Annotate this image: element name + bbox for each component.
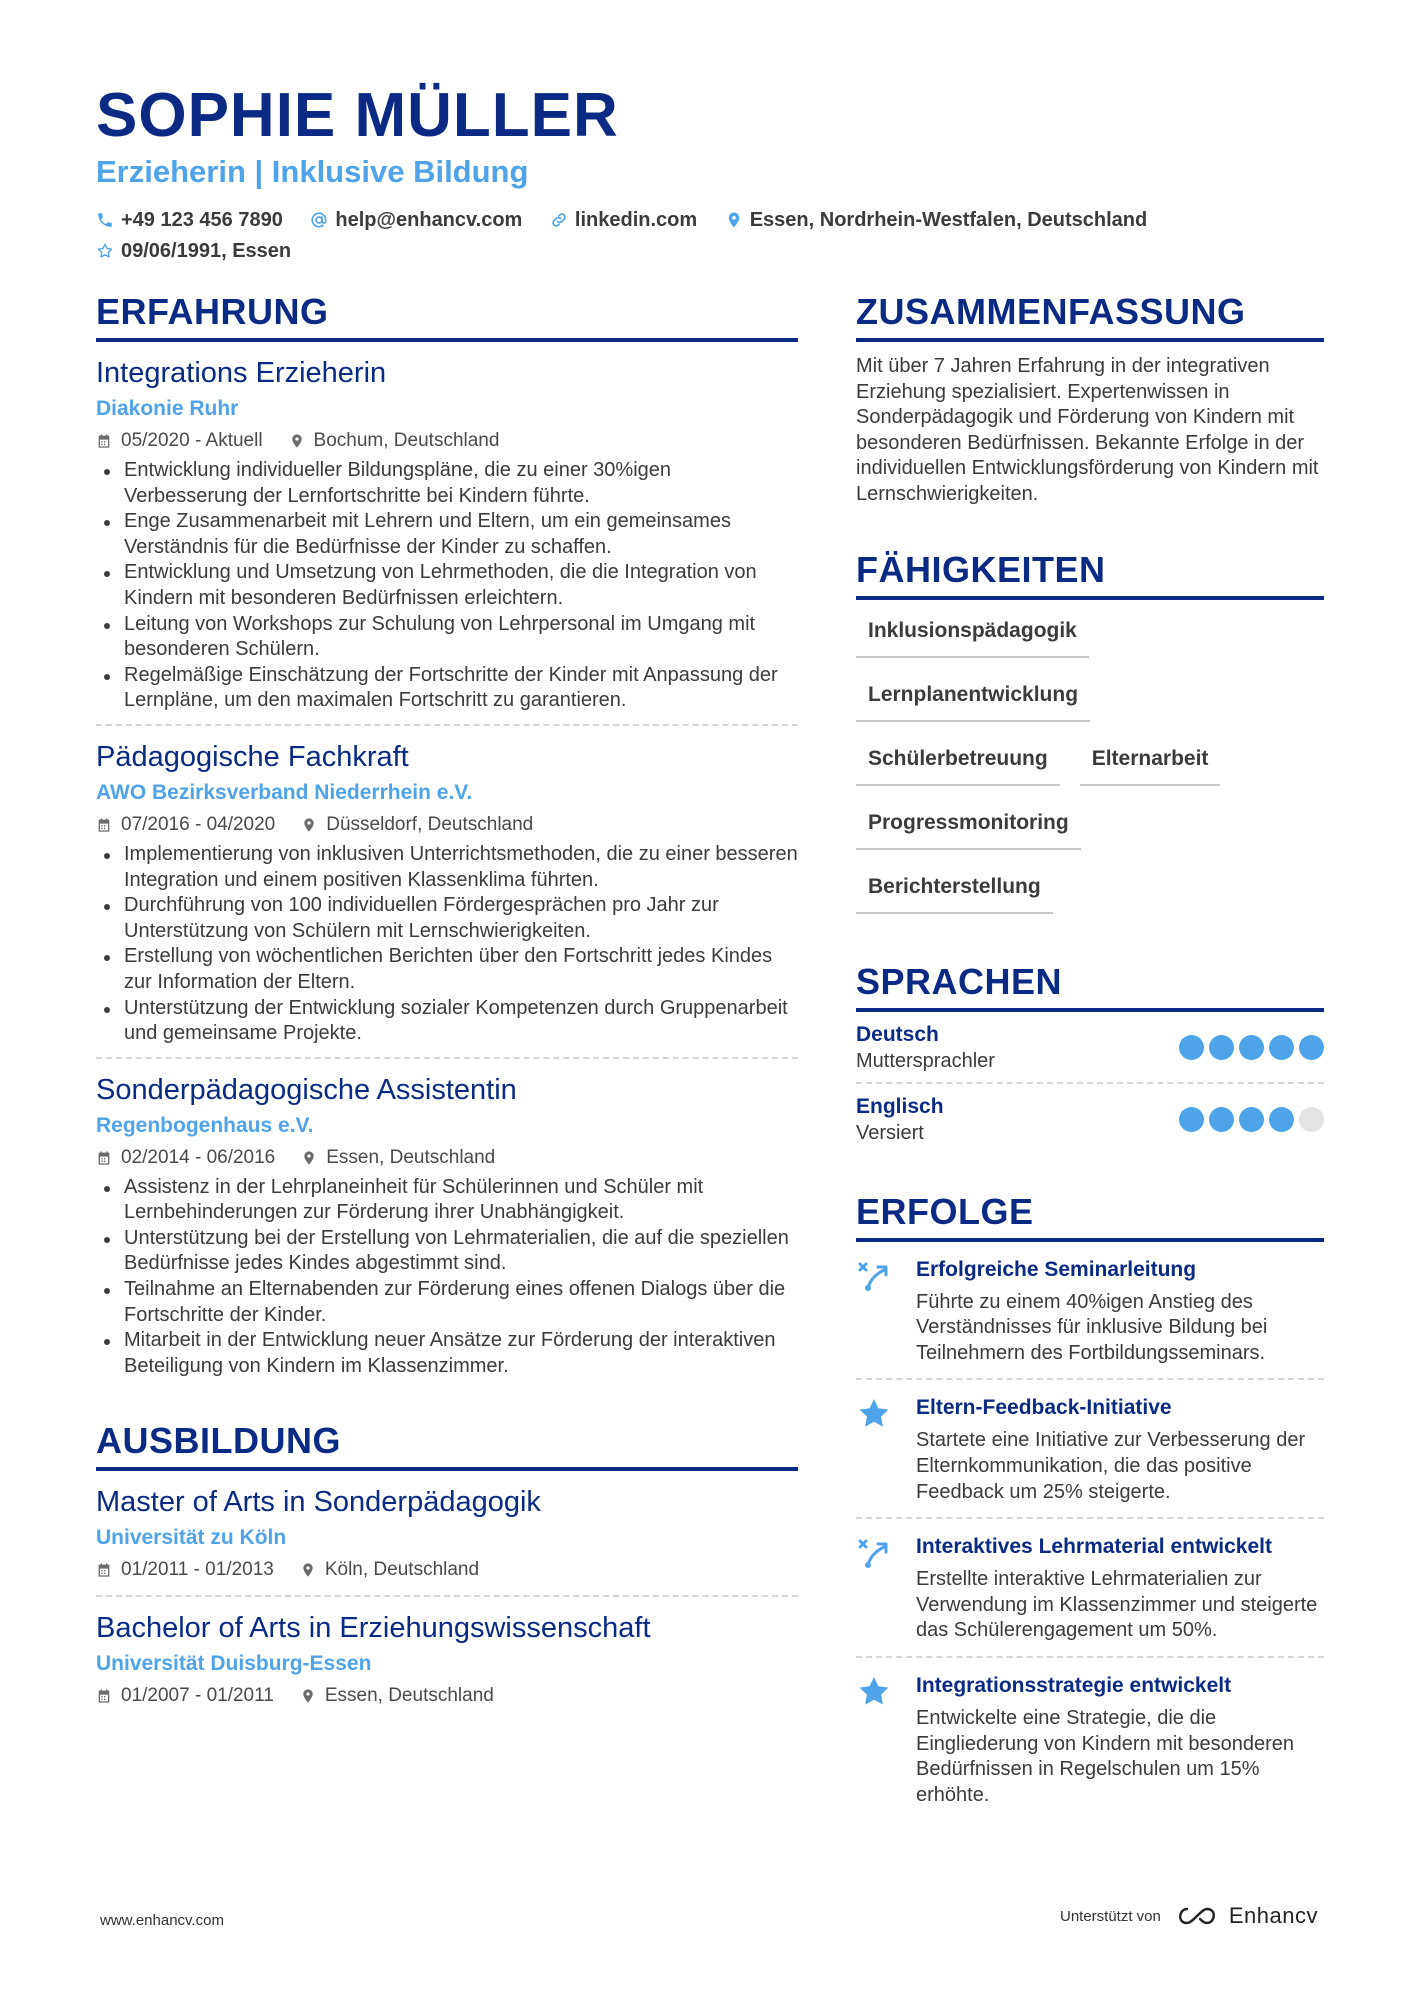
language-rating — [1174, 1107, 1324, 1132]
rating-dot-filled — [1239, 1035, 1264, 1060]
at-icon — [310, 211, 328, 229]
language-name: Englisch — [856, 1094, 944, 1118]
company-name: AWO Bezirksverband Niederrhein e.V. — [96, 780, 473, 804]
degree-title: Master of Arts in Sonderpädagogik — [96, 1486, 541, 1519]
section-title-skills: FÄHIGKEITEN — [856, 548, 1324, 600]
bullet-item: Entwicklung individueller Bildungspläne, die zu einer 30%igen Verbesserung der Lernfortschritte bei Kindern führte. — [96, 458, 798, 509]
education-location: Köln, Deutschland — [300, 1555, 479, 1585]
education-dates: 01/2011 - 01/2013 — [96, 1555, 274, 1585]
candidate-headline: Erzieherin | Inklusive Bildung — [96, 154, 529, 189]
contact-bar — [96, 206, 1326, 268]
education-meta — [96, 1681, 798, 1711]
calendar-icon — [96, 1562, 112, 1578]
footer-website[interactable]: www.enhancv.com — [100, 1912, 224, 1929]
location-pin-icon — [301, 1150, 317, 1166]
bullet-item: Erstellung von wöchentlichen Berichten über den Fortschritt jedes Kindes zur Information der Eltern. — [96, 944, 798, 995]
link-icon — [550, 211, 568, 229]
star-icon — [856, 1672, 916, 1808]
bullet-item: Assistenz in der Lehrplaneinheit für Schülerinnen und Schüler mit Lernbehinderungen zur Förderung ihrer Unabhängigkeit. — [96, 1175, 798, 1226]
bullet-item: Unterstützung der Entwicklung sozialer Kompetenzen durch Gruppenarbeit und gemeinsame Projekte. — [96, 996, 798, 1047]
rating-dot-filled — [1209, 1035, 1234, 1060]
job-meta — [96, 1143, 798, 1173]
language-rating — [1174, 1035, 1324, 1060]
education-entry — [96, 1597, 798, 1721]
strategy-icon — [856, 1533, 916, 1644]
rating-dot-filled — [1269, 1035, 1294, 1060]
skill-tag: Lernplanentwicklung — [856, 676, 1090, 722]
job-bullets — [96, 842, 798, 1047]
star-outline-icon — [96, 242, 114, 260]
calendar-icon — [96, 817, 112, 833]
achievement-item — [856, 1380, 1324, 1519]
footer-powered-by — [1060, 1903, 1318, 1929]
achievement-text: Führte zu einem 40%igen Anstieg des Verständnisses für inklusive Bildung bei Teilnehmern des Fortbildungsseminars. — [916, 1290, 1268, 1364]
bullet-item: Durchführung von 100 individuellen Fördergesprächen pro Jahr zur Unterstützung von Schülern mit Lernschwierigkeiten. — [96, 893, 798, 944]
job-dates: 07/2016 - 04/2020 — [96, 810, 275, 840]
section-title-languages: SPRACHEN — [856, 960, 1324, 1012]
section-title-summary: ZUSAMMENFASSUNG — [856, 290, 1324, 342]
experience-entry — [96, 342, 798, 726]
experience-entry — [96, 1059, 798, 1390]
rating-dot-filled — [1299, 1035, 1324, 1060]
education-entry — [96, 1471, 798, 1597]
achievement-text: Erstellte interaktive Lehrmaterialien zur Verwendung im Klassenzimmer und steigerte das Schülerengagement um 50%. — [916, 1568, 1318, 1642]
achievement-item — [856, 1658, 1324, 1820]
school-name: Universität Duisburg-Essen — [96, 1652, 372, 1676]
degree-title: Bachelor of Arts in Erziehungswissenschaft — [96, 1612, 651, 1645]
job-location: Essen, Deutschland — [301, 1143, 495, 1173]
contact-linkedin[interactable]: linkedin.com — [550, 206, 697, 234]
skill-tag: Berichterstellung — [856, 868, 1053, 914]
left-column — [96, 290, 798, 1721]
infinity-logo-icon — [1173, 1904, 1221, 1928]
language-row — [856, 1084, 1324, 1154]
achievement-item — [856, 1519, 1324, 1658]
rating-dot-filled — [1239, 1107, 1264, 1132]
right-column — [856, 290, 1324, 1820]
rating-dot-filled — [1269, 1107, 1294, 1132]
bullet-item: Entwicklung und Umsetzung von Lehrmethoden, die die Integration von Kindern mit besonderen Bedürfnissen erleichtern. — [96, 560, 798, 611]
candidate-name: SOPHIE MÜLLER — [96, 81, 619, 150]
strategy-icon — [856, 1256, 916, 1367]
company-name: Regenbogenhaus e.V. — [96, 1113, 314, 1137]
location-pin-icon — [289, 433, 305, 449]
achievement-title: Integrationsstrategie entwickelt — [916, 1673, 1232, 1697]
location-pin-icon — [301, 817, 317, 833]
calendar-icon — [96, 433, 112, 449]
job-title: Sonderpädagogische Assistentin — [96, 1073, 517, 1106]
bullet-item: Regelmäßige Einschätzung der Fortschritte der Kinder mit Anpassung der Lernpläne, um den maximalen Fortschritt zu garantieren. — [96, 663, 798, 714]
contact-phone[interactable]: +49 123 456 7890 — [96, 206, 283, 234]
bullet-item: Teilnahme an Elternabenden zur Förderung eines offenen Dialogs über die Fortschritte der Kinder. — [96, 1277, 798, 1328]
language-level: Versiert — [856, 1121, 924, 1144]
education-dates: 01/2007 - 01/2011 — [96, 1681, 274, 1711]
location-pin-icon — [300, 1688, 316, 1704]
language-level: Muttersprachler — [856, 1049, 995, 1072]
powered-by-label: Unterstützt von — [1059, 1907, 1161, 1925]
achievement-text: Startete eine Initiative zur Verbesserung der Elternkommunikation, die das positive Feedback um 25% steigerte. — [916, 1429, 1306, 1503]
company-name: Diakonie Ruhr — [96, 397, 239, 420]
job-location: Bochum, Deutschland — [289, 426, 500, 456]
skills-list — [856, 612, 1324, 932]
bullet-item: Leitung von Workshops zur Schulung von Lehrpersonal im Umgang mit besonderen Schülern. — [96, 612, 798, 663]
experience-entry — [96, 726, 798, 1059]
language-row — [856, 1012, 1324, 1084]
rating-dot-filled — [1179, 1035, 1204, 1060]
contact-birth: 09/06/1991, Essen — [96, 237, 291, 265]
star-icon — [856, 1394, 916, 1505]
achievement-title: Eltern-Feedback-Initiative — [916, 1396, 1172, 1420]
job-location: Düsseldorf, Deutschland — [301, 810, 533, 840]
phone-icon — [96, 211, 114, 229]
job-meta — [96, 426, 798, 456]
language-name: Deutsch — [856, 1022, 939, 1046]
skill-tag: Inklusionspädagogik — [856, 612, 1089, 658]
calendar-icon — [96, 1688, 112, 1704]
job-bullets — [96, 458, 798, 714]
location-pin-icon — [300, 1562, 316, 1578]
achievement-title: Erfolgreiche Seminarleitung — [916, 1257, 1197, 1281]
achievement-title: Interaktives Lehrmaterial entwickelt — [916, 1535, 1272, 1559]
job-dates: 05/2020 - Aktuell — [96, 426, 263, 456]
job-title: Pädagogische Fachkraft — [96, 740, 409, 773]
job-meta — [96, 810, 798, 840]
achievement-item — [856, 1242, 1324, 1381]
summary-text: Mit über 7 Jahren Erfahrung in der integrativen Erziehung spezialisiert. Expertenwissen in Sonderpädagogik und Förderung von Kindern mit besonderen Bedürfnissen. Bekannte Erfolge in der individuellen Entwicklungsförderung von Kindern mit Lernschwierigkeiten. — [856, 355, 1319, 505]
job-title: Integrations Erzieherin — [96, 357, 387, 389]
section-title-experience: ERFAHRUNG — [96, 290, 798, 342]
education-meta — [96, 1555, 798, 1585]
job-bullets — [96, 1175, 798, 1380]
job-dates: 02/2014 - 06/2016 — [96, 1143, 275, 1173]
bullet-item: Mitarbeit in der Entwicklung neuer Ansätze zur Förderung der interaktiven Beteiligung von Kindern im Klassenzimmer. — [96, 1328, 798, 1379]
achievement-text: Entwickelte eine Strategie, die die Eingliederung von Kindern mit besonderen Bedürfnissen in Regelschulen um 15% erhöhte. — [916, 1706, 1295, 1806]
location-pin-icon — [725, 211, 743, 229]
school-name: Universität zu Köln — [96, 1526, 287, 1550]
rating-dot-filled — [1179, 1107, 1204, 1132]
skill-tag: Elternarbeit — [1080, 740, 1221, 786]
contact-location: Essen, Nordrhein-Westfalen, Deutschland — [725, 206, 1148, 234]
section-title-achievements: ERFOLGE — [856, 1190, 1324, 1242]
education-location: Essen, Deutschland — [300, 1681, 494, 1711]
skill-tag: Progressmonitoring — [856, 804, 1081, 850]
section-title-education: AUSBILDUNG — [96, 1419, 798, 1471]
contact-email[interactable]: help@enhancv.com — [310, 206, 522, 234]
bullet-item: Implementierung von inklusiven Unterrichtsmethoden, die zu einer besseren Integration und einem positiven Klassenklima führten. — [96, 842, 798, 893]
bullet-item: Enge Zusammenarbeit mit Lehrern und Eltern, um ein gemeinsames Verständnis für die Bedürfnisse der Kinder zu schaffen. — [96, 509, 798, 560]
bullet-item: Unterstützung bei der Erstellung von Lehrmaterialien, die auf die speziellen Bedürfnisse jedes Kindes abgestimmt sind. — [96, 1226, 798, 1277]
calendar-icon — [96, 1150, 112, 1166]
skill-tag: Schülerbetreuung — [856, 740, 1060, 786]
rating-dot-filled — [1209, 1107, 1234, 1132]
rating-dot-empty — [1299, 1107, 1324, 1132]
brand-logo[interactable]: Enhancv — [1173, 1903, 1318, 1929]
